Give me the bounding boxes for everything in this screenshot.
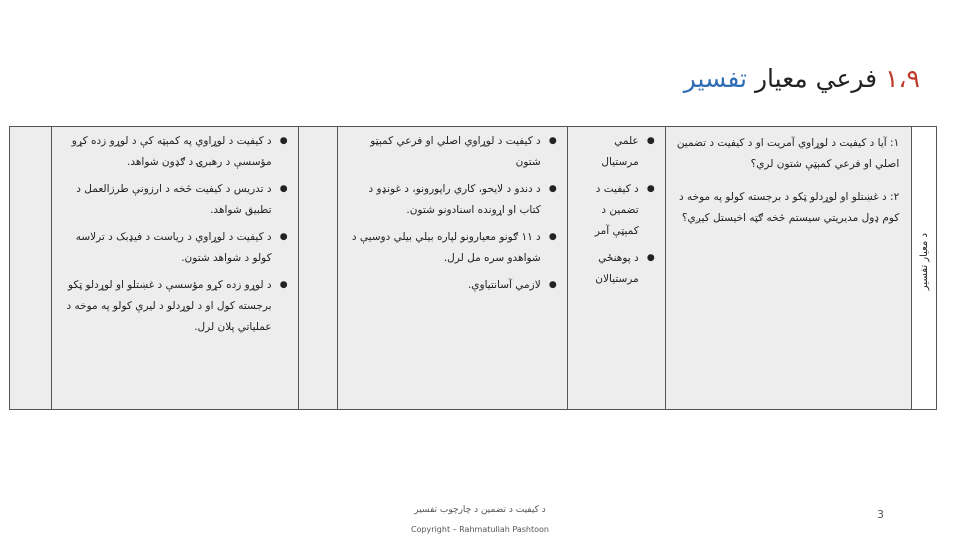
evidence-list bbox=[338, 127, 566, 296]
footer-copyright: Copyright – Rahmatullah Pashtoon bbox=[411, 525, 549, 534]
list-item: ● لازمي آسانتیاوې. bbox=[344, 275, 554, 296]
notes-list bbox=[52, 127, 298, 338]
list-item: ● د تدریس د کیفیت څخه د ارزونې طرزالعمل د تطبیق شواهد. bbox=[58, 179, 286, 221]
list-item: ● د لوړو زده کړو مؤسسې د غښتلو او لوړدلو ټکو برجسته کول او د لوړدلو د لیرې کولو په موخه د عملیاتي پلان لرل. bbox=[58, 275, 286, 338]
standards-list bbox=[568, 127, 665, 290]
list-item: ● د کیفیت د لوړاوي د ریاست د فیډبک د ترلاسه کولو د شواهد شتون. bbox=[58, 227, 286, 269]
list-item: ● علمي مرستیال bbox=[574, 131, 653, 173]
standards-cell bbox=[567, 127, 665, 410]
title-text: فرعي معیار bbox=[754, 64, 878, 93]
page-title bbox=[684, 64, 920, 93]
list-item: ● د دندو د لایحو، کاري راپورونو، د غونډو د کتاب او اړونده اسنادونو شتون. bbox=[344, 179, 554, 221]
side-label: د معیار تفسیر bbox=[918, 233, 930, 291]
list-item: ● د کیفیت د تضمین د کمېټې آمر bbox=[574, 179, 653, 242]
footer-title: د کیفیت د تضمین د چارچوب تفسیر bbox=[414, 505, 546, 515]
list-item: ● د کیفیت د لوړاوي په کمېټه کې د لوړو زده کړو مؤسسې د رهبرۍ د ګډون شواهد. bbox=[58, 131, 286, 173]
blank-column bbox=[298, 127, 338, 410]
question-1: ۱: آیا د کیفیت د لوړاوي آمریت او د کیفیت د تضمین اصلي او فرعي کمېټې شتون لري؟ bbox=[676, 137, 900, 170]
title-number: ۱،۹ bbox=[885, 64, 920, 93]
list-item: ● د کیفیت د لوړاوي اصلي او فرعي کمېټو شتون bbox=[344, 131, 554, 173]
question-2: ۲: د غښتلو او لوړدلو ټکو د برجسته کولو په موخه د کوم ډول مدیریتي سیستم څخه ګټه اخیستل کیږي؟ bbox=[678, 191, 900, 224]
questions-cell bbox=[665, 127, 912, 410]
list-item: ● د پوهنځي مرستیالان bbox=[574, 248, 653, 290]
side-label-cell bbox=[912, 127, 937, 410]
page-number: 3 bbox=[877, 508, 884, 521]
notes-cell bbox=[52, 127, 299, 410]
blank-column bbox=[10, 127, 52, 410]
evidence-cell bbox=[338, 127, 567, 410]
list-item: ● د ۱۱ ګونو معیارونو لپاره بیلي بیلي دوسیې د شواهدو سره مل لرل. bbox=[344, 227, 554, 269]
criteria-table bbox=[9, 126, 937, 410]
title-highlight: تفسیر bbox=[683, 64, 748, 93]
